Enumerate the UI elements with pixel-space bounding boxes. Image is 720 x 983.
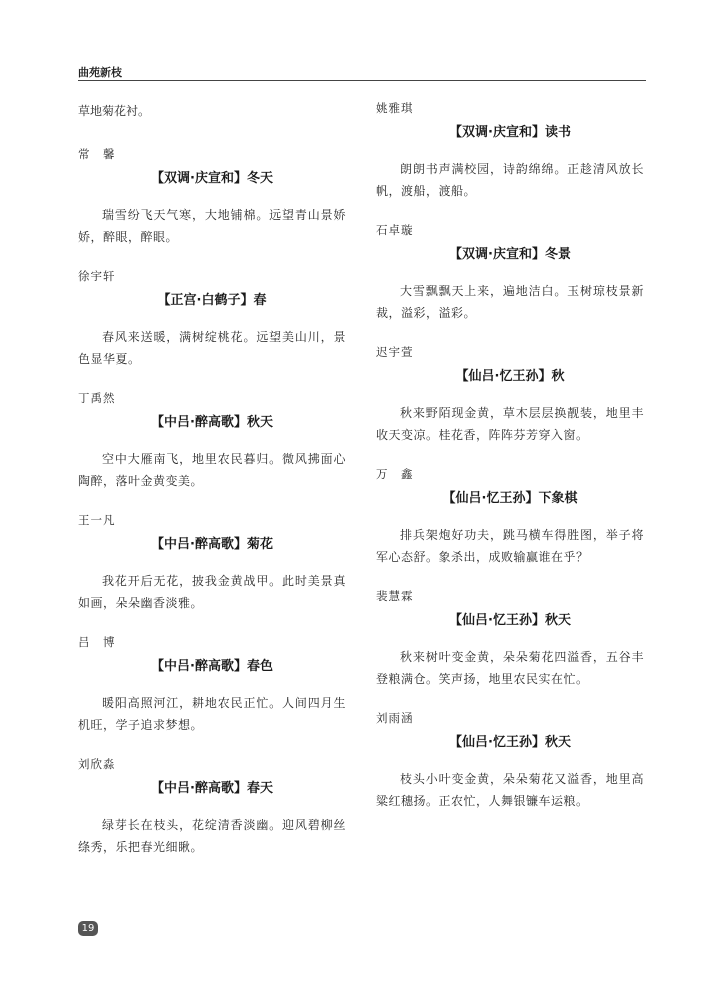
right-column	[376, 100, 644, 832]
poem-entry	[78, 390, 346, 492]
poem-author: 常 馨	[78, 147, 116, 161]
left-column	[78, 100, 346, 878]
poem-entry	[376, 466, 644, 568]
poem-entry	[376, 588, 644, 690]
poem-author: 石卓璇	[376, 223, 414, 237]
poem-body: 绿芽长在枝头，花绽清香淡幽。迎风碧柳丝绦秀，乐把春光细瞅。	[78, 818, 346, 854]
poem-body: 枝头小叶变金黄，朵朵菊花又溢香，地里高粱红穗扬。正农忙，人舞银镰车运粮。	[376, 772, 644, 808]
poem-body: 朗朗书声满校园，诗韵绵绵。正趁清风放长帆，渡船，渡船。	[376, 162, 644, 198]
poem-body: 大雪飘飘天上来，遍地洁白。玉树琼枝景新裁，溢彩，溢彩。	[376, 284, 644, 320]
header-divider	[78, 80, 646, 81]
poem-author: 万 鑫	[376, 467, 414, 481]
poem-author: 王一凡	[78, 513, 116, 527]
running-head: 曲苑新枝	[78, 66, 122, 79]
poem-entry	[376, 100, 644, 202]
poem-title: 【双调·庆宣和】读书	[449, 125, 571, 140]
poem-entry	[78, 146, 346, 248]
poem-author: 迟宇萱	[376, 345, 414, 359]
poem-author: 丁禹然	[78, 391, 116, 405]
poem-title: 【双调·庆宣和】冬天	[151, 171, 273, 186]
poem-body: 排兵架炮好功夫，跳马横车得胜图，举子将军心态舒。象杀出，成败输赢谁在乎？	[376, 528, 644, 564]
poem-entry	[78, 756, 346, 858]
poem-title: 【双调·庆宣和】冬景	[449, 247, 571, 262]
poem-title: 【仙吕·忆王孙】秋	[455, 369, 565, 384]
poem-author: 裴慧霖	[376, 589, 414, 603]
poem-author: 吕 博	[78, 635, 116, 649]
poem-body: 空中大雁南飞，地里农民暮归。微风拂面心陶醉，落叶金黄变美。	[78, 452, 346, 488]
poem-body: 秋来野陌现金黄，草木层层换靓装，地里丰收天变凉。桂花香，阵阵芬芳穿入窗。	[376, 406, 644, 442]
poem-title: 【中吕·醉高歌】菊花	[151, 537, 273, 552]
poem-author: 刘欣淼	[78, 757, 116, 771]
poem-author: 刘雨涵	[376, 711, 414, 725]
poem-entry	[376, 222, 644, 324]
poem-title: 【中吕·醉高歌】秋天	[151, 415, 273, 430]
page-number: 19	[78, 921, 98, 936]
poem-entry	[376, 710, 644, 812]
poem-title: 【仙吕·忆王孙】秋天	[449, 613, 571, 628]
poem-body: 我花开后无花，披我金黄战甲。此时美景真如画，朵朵幽香淡雅。	[78, 574, 346, 610]
poem-author: 徐宇轩	[78, 269, 116, 283]
poem-body: 瑞雪纷飞天气寒，大地铺棉。远望青山景娇娇，醉眼，醉眼。	[78, 208, 346, 244]
poem-entry	[78, 268, 346, 370]
poem-entry	[78, 512, 346, 614]
poem-entry	[376, 344, 644, 446]
poem-title: 【正宫·白鹤子】春	[157, 293, 267, 308]
poem-entry	[78, 634, 346, 736]
poem-title: 【中吕·醉高歌】春天	[151, 781, 273, 796]
continued-text: 草地菊花衬。	[78, 104, 151, 118]
poem-body: 春风来送暖，满树绽桃花。远望美山川，景色显华夏。	[78, 330, 346, 366]
poem-title: 【仙吕·忆王孙】下象棋	[442, 491, 578, 506]
poem-title: 【仙吕·忆王孙】秋天	[449, 735, 571, 750]
poem-author: 姚雅琪	[376, 101, 414, 115]
poem-body: 秋来树叶变金黄，朵朵菊花四溢香，五谷丰登粮满仓。笑声扬，地里农民实在忙。	[376, 650, 644, 686]
poem-body: 暖阳高照河江，耕地农民正忙。人间四月生机旺，学子追求梦想。	[78, 696, 346, 732]
poem-title: 【中吕·醉高歌】春色	[151, 659, 273, 674]
